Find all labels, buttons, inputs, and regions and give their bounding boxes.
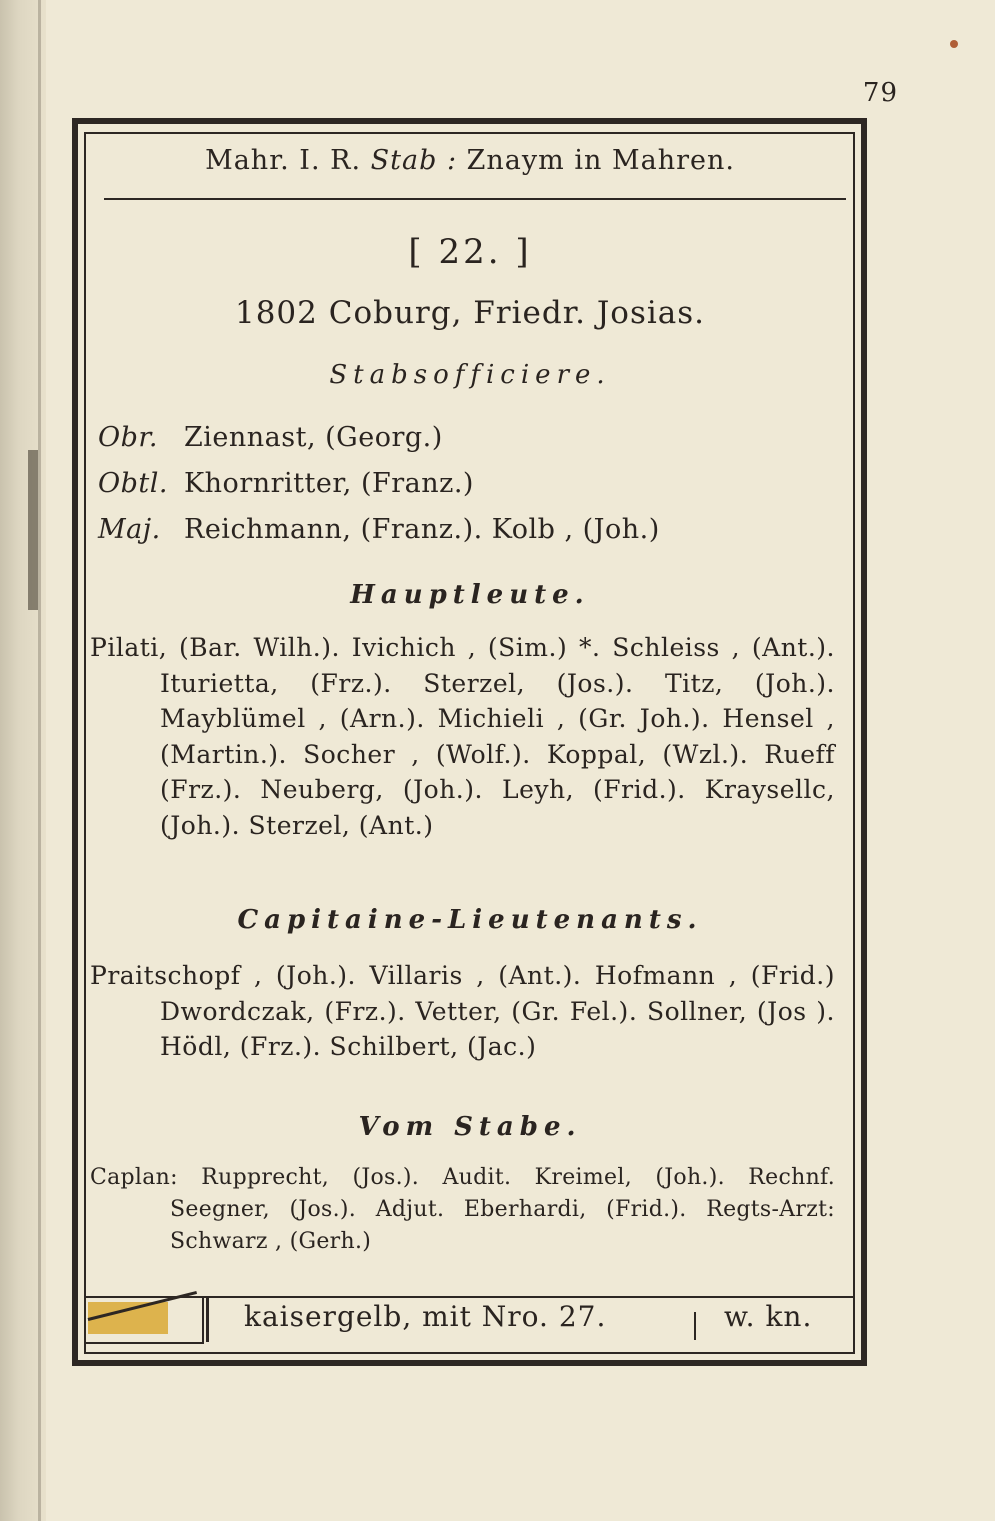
gutter-line: [38, 0, 41, 1521]
hauptleute-list: Pilati, (Bar. Wilh.). Ivichich , (Sim.) *. Schleiss , (Ant.). Iturietta, (Frz.). Sterzel, (Jos.). Titz, (Joh.). Mayblümel , (Arn.). Michieli , (Gr. Joh.). Hensel , (Martin.). Socher , (Wolf.). Koppal, (Wzl.). Rueff (Frz.). Neuberg, (Joh.). Leyh, (Frid.). Kraysellc, (Joh.). Sterzel, (Ant.): [90, 633, 835, 840]
header-stab-label: Stab :: [370, 145, 458, 176]
capitaine-lieutenants-list: Praitschopf , (Joh.). Villaris , (Ant.). Hofmann , (Frid.) Dwordczak, (Frz.). Vetter, (Gr. Fel.). Sollner, (Jos ). Hödl, (Frz.). Schilbert, (Jac.): [90, 961, 835, 1062]
button-colour: w. kn.: [724, 1300, 813, 1333]
header-location: Znaym in Mahren.: [466, 145, 735, 176]
regiment-number: [ 22. ]: [408, 232, 532, 272]
section-title-stabsofficiere: Stabsofficiere.: [329, 360, 611, 390]
officer-row: [98, 514, 995, 545]
header-rule: [104, 198, 846, 200]
officer-row: [98, 468, 995, 499]
footer-divider: [694, 1312, 696, 1340]
officer-name: Ziennast, (Georg.): [184, 422, 443, 453]
uniform-colour: kaisergelb, mit Nro. 27.: [244, 1300, 607, 1333]
officer-name: Reichmann, (Franz.). Kolb , (Joh.): [184, 514, 660, 545]
officer-name: Khornritter, (Franz.): [184, 468, 474, 499]
page-number: 79: [862, 78, 898, 108]
ink-spot: [950, 40, 958, 48]
gutter-mark: [28, 450, 38, 610]
officer-rank: Obr.: [98, 422, 158, 453]
officer-row: [98, 422, 995, 453]
uniform-footer: [84, 1296, 855, 1348]
page-header: [90, 145, 850, 176]
colour-swatch: [84, 1298, 204, 1344]
section-title-hauptleute: Hauptleute.: [350, 580, 590, 610]
footer-divider: [206, 1298, 209, 1342]
officer-rank: Obtl.: [98, 468, 168, 499]
regiment-owner: 1802 Coburg, Friedr. Josias.: [234, 295, 706, 331]
header-regiment: Mahr. I. R.: [205, 145, 362, 176]
vom-stabe-list: Caplan: Rupprecht, (Jos.). Audit. Kreimel, (Joh.). Rechnf. Seegner, (Jos.). Adjut. Eberhardi, (Frid.). Regts-Arzt: Schwarz , (Gerh.): [90, 1165, 835, 1254]
officer-rank: Maj.: [98, 514, 161, 545]
section-title-vom-stabe: Vom Stabe.: [358, 1112, 582, 1142]
section-title-capitaine-lieutenants: Capitaine-Lieutenants.: [237, 905, 703, 935]
